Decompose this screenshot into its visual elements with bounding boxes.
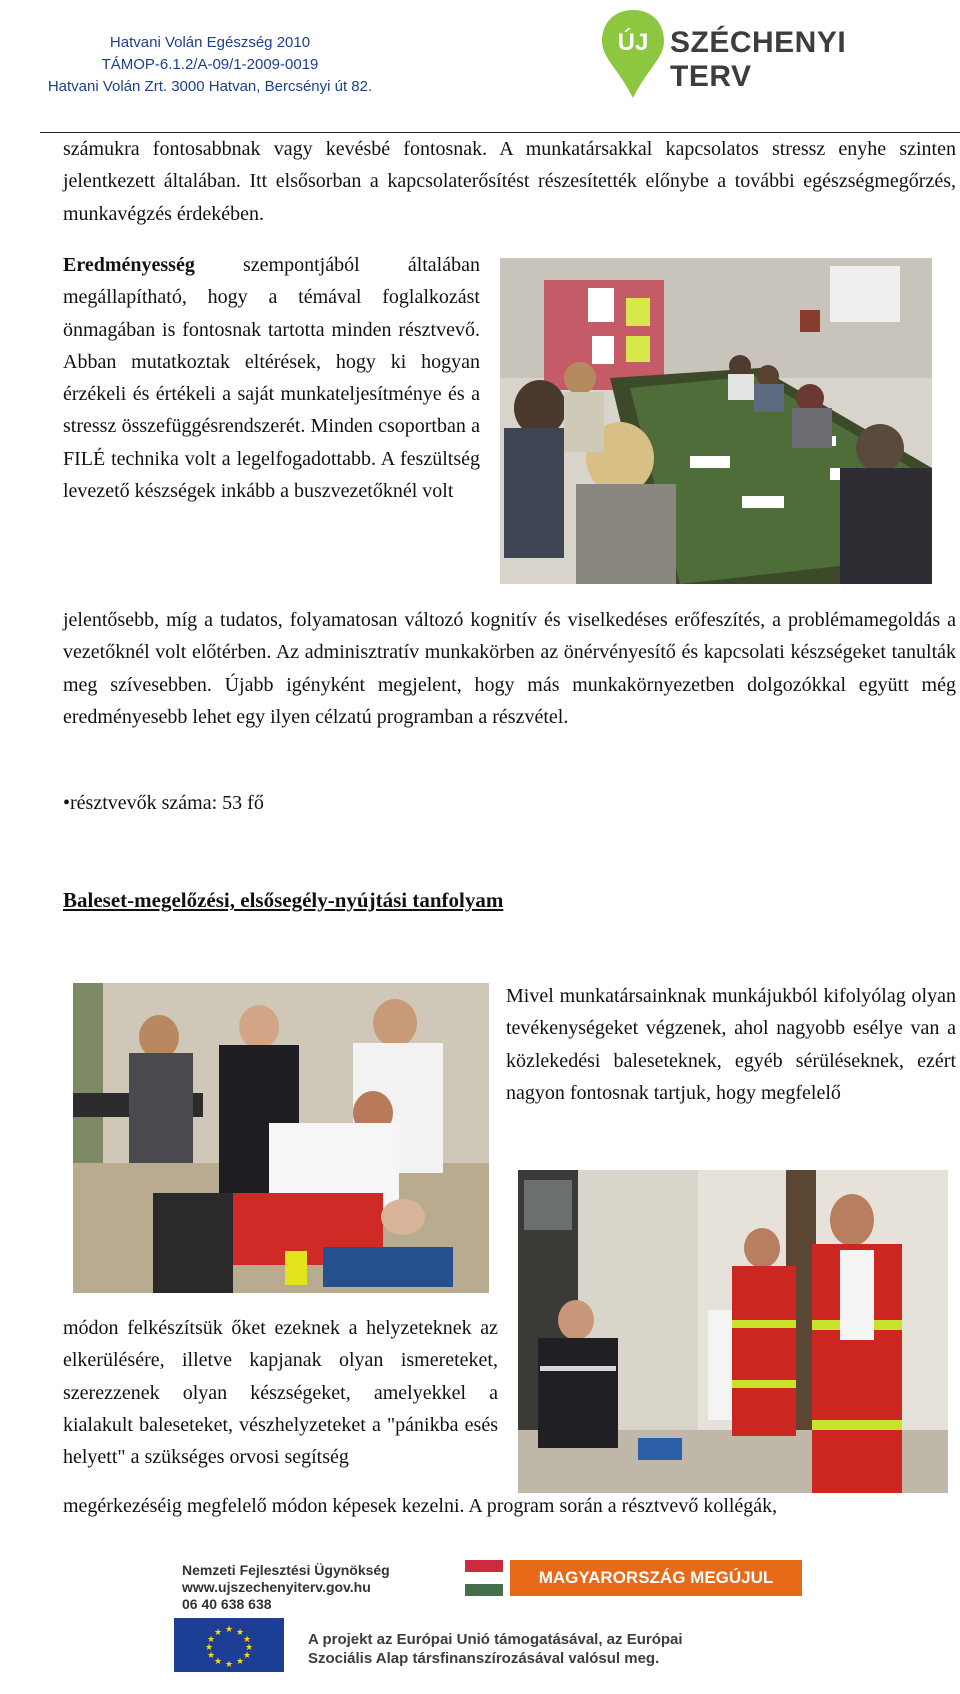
footer-funding-block bbox=[132, 1540, 832, 1694]
svg-text:★: ★ bbox=[213, 1628, 223, 1638]
eu-flag-icon bbox=[174, 1618, 284, 1672]
svg-text:★: ★ bbox=[235, 1628, 245, 1638]
footer-phone: 06 40 638 638 bbox=[182, 1596, 272, 1612]
svg-text:★: ★ bbox=[206, 1651, 216, 1661]
paragraph-results: jelentősebb, míg a tudatos, folyamatosan változó kognitív és viselkedéses erőfeszítés, a problémamegoldás a vezetőknél volt előtérben. Az adminisztratív munkakörben az önérvényesítő és kapcsolati készségeket tanulták meg szívesebben. Újabb igényként megjelent, hogy más munkakörnyezetben dolgozókkal együtt még eredményesebb lehet egy ilyen célzatú programban a részvétel. bbox=[63, 609, 956, 728]
svg-text:★: ★ bbox=[235, 1657, 245, 1667]
header-project-name: Hatvani Volán Egészség 2010 bbox=[109, 34, 311, 51]
photo-seminar-room bbox=[500, 258, 932, 584]
footer-eu-line2: Szociális Alap társfinanszírozásával valósul meg. bbox=[308, 1650, 660, 1667]
szechenyi-terv-logo bbox=[598, 6, 918, 98]
logo-text: SZÉCHENYI TERV bbox=[670, 26, 847, 93]
svg-text:★: ★ bbox=[224, 1625, 234, 1635]
header-project-code: TÁMOP-6.1.2/A-09/1-2009-0019 bbox=[101, 56, 319, 73]
svg-text:★: ★ bbox=[242, 1651, 252, 1661]
effectiveness-text: szempontjából általában megállapítható, hogy a témával foglalkozást önmagában is fontosnak tartotta minden résztvevő. Abban mutatkoztak eltérések, hogy ki hogyan érzékeli és értékeli a saját munkateljesítménye és a stressz összefüggésrendszerét. Minden csoportban a FILÉ technika volt a legelfogadottabb. A feszültség levezető készségek inkább a buszvezetőknél volt bbox=[63, 254, 480, 503]
section-heading-first-aid: Baleset-megelőzési, elsősegély-nyújtási tanfolyam bbox=[63, 888, 504, 912]
paragraph-effectiveness bbox=[63, 249, 480, 507]
paragraph-first-aid-continued: megérkezéséig megfelelő módon képesek kezelni. A program során a résztvevő kollégák, bbox=[63, 1495, 778, 1517]
hungarian-flag-icon bbox=[465, 1560, 503, 1596]
svg-text:★: ★ bbox=[206, 1635, 216, 1645]
logo-mark-text: ÚJ bbox=[617, 29, 649, 56]
photo-cpr-training bbox=[73, 983, 489, 1293]
header-address: Hatvani Volán Zrt. 3000 Hatvan, Bercsényi út 82. bbox=[47, 78, 373, 95]
paragraph-first-aid-intro: Mivel munkatársainknak munkájukból kifolyólag olyan tevékenységeket végzenek, ahol nagyobb esélye van a közlekedési baleseteknek, egyéb sérüléseknek, ezért nagyon fontosnak tartjuk, hogy megfelelő bbox=[506, 985, 956, 1104]
svg-text:★: ★ bbox=[242, 1635, 252, 1645]
paragraph-stress-summary: számukra fontosabbnak vagy kevésbé fontosnak. A munkatársakkal kapcsolatos stressz enyhe szinten jelentkezett általában. Itt elsősorban a kapcsolaterősítést részesítették előnybe a további egészségmegőrzés, munkavégzés érdekében. bbox=[63, 138, 956, 225]
footer-eu-statement bbox=[308, 1630, 683, 1668]
participants-bullet bbox=[63, 787, 264, 819]
footer-website: www.ujszechenyiterv.gov.hu bbox=[182, 1579, 371, 1595]
effectiveness-bold-term: Eredményesség bbox=[63, 254, 195, 276]
svg-text:★: ★ bbox=[224, 1660, 234, 1670]
footer-agency-name: Nemzeti Fejlesztési Ügynökség bbox=[182, 1562, 390, 1578]
footer-agency-info bbox=[182, 1562, 390, 1613]
header-project-info bbox=[40, 32, 380, 98]
bullet-dot-icon: • bbox=[63, 792, 71, 814]
svg-text:★: ★ bbox=[204, 1643, 214, 1653]
logo-pin-icon bbox=[598, 6, 668, 102]
footer-eu-line1: A projekt az Európai Unió támogatásával, az Európai bbox=[308, 1631, 683, 1648]
svg-text:★: ★ bbox=[213, 1657, 223, 1667]
footer-banner: MAGYARORSZÁG MEGÚJUL bbox=[510, 1560, 802, 1596]
participants-count: résztvevők száma: 53 fő bbox=[70, 792, 264, 814]
photo-paramedics bbox=[518, 1170, 948, 1493]
paragraph-first-aid-goals: módon felkészítsük őket ezeknek a helyzeteknek az elkerülésére, illetve kapjanak olyan ismereteket, szerezzenek olyan készségeket, amelyekkel a kialakult baleseteket, vészhelyzeteket a "pánikba esés helyett" a szükséges orvosi segítség bbox=[63, 1317, 498, 1469]
svg-text:★: ★ bbox=[244, 1643, 254, 1653]
